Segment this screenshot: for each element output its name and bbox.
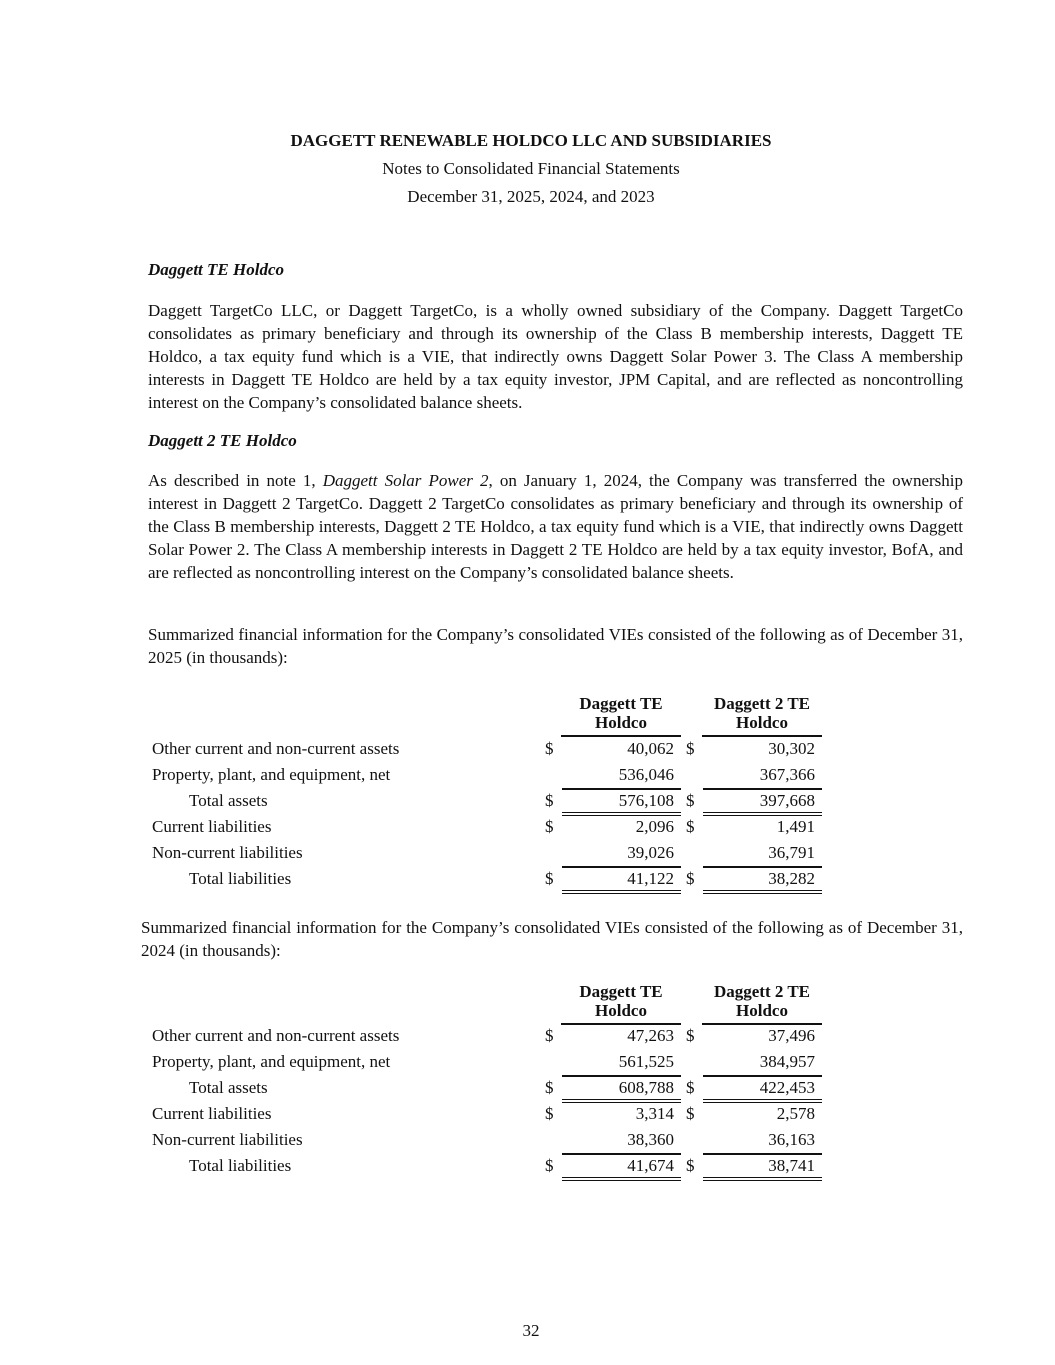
paragraph-text-post: , on January 1, 2024, the Company was transferred the ownership interest in Daggett 2 TargetCo. Daggett 2 TargetCo consolidates as primary beneficiary and through its ownership of the Class B membership interests, Daggett 2 TE Holdco, a tax equity fund which is a VIE, that indirectly owns Daggett Solar Power 2. The Class A membership interests in Daggett 2 TE Holdco are held by a tax equity investor, BofA, and are reflected as noncontrolling interest on the Company’s consolidated balance sheets. xyxy=(148,471,963,582)
table-row-total: Total assets $ 608,788 $ 422,453 xyxy=(0,1075,1055,1101)
column-header-daggett-2-te-holdco: Daggett 2 TE Holdco xyxy=(702,694,822,737)
statement-dates: December 31, 2025, 2024, and 2023 xyxy=(407,187,655,206)
document-subtitle: Notes to Consolidated Financial Statements xyxy=(382,159,680,178)
column-header-daggett-te-holdco: Daggett TE Holdco xyxy=(561,694,681,737)
table-row-total: Total liabilities $ 41,122 $ 38,282 xyxy=(0,866,1055,892)
table-row-total: Total assets $ 576,108 $ 397,668 xyxy=(0,788,1055,814)
table-row: Other current and non-current assets $ 40,062 $ 30,302 xyxy=(152,739,815,758)
table-row: Current liabilities $ 2,096 $ 1,491 xyxy=(152,817,815,836)
table-row: Non-current liabilities 38,360 36,163 xyxy=(152,1130,815,1149)
column-header-daggett-te-holdco: Daggett TE Holdco xyxy=(561,982,681,1025)
table-intro-2025: Summarized financial information for the Company’s consolidated VIEs consisted of the following as of December 31, 2025 (in thousands): xyxy=(148,625,963,667)
table-row: Current liabilities $ 3,314 $ 2,578 xyxy=(152,1104,815,1123)
section-heading-daggett-te-holdco: Daggett TE Holdco xyxy=(148,260,284,279)
table-row: Non-current liabilities 39,026 36,791 xyxy=(152,843,815,862)
paragraph-italic-reference: Daggett Solar Power 2 xyxy=(322,471,489,490)
table-row: Property, plant, and equipment, net 561,525 384,957 xyxy=(152,1052,815,1071)
paragraph-daggett-te-holdco: Daggett TargetCo LLC, or Daggett TargetCo, is a wholly owned subsidiary of the Company. Daggett TargetCo consolidates as primary beneficiary and through its ownership of the Class B membership interests, Daggett TE Holdco, a tax equity fund which is a VIE, that indirectly owns Daggett Solar Power 3. The Class A membership interests in Daggett TE Holdco are held by a tax equity investor, JPM Capital, and are reflected as noncontrolling interest on the Company’s consolidated balance sheets. xyxy=(148,301,963,412)
paragraph-text-pre: As described in note 1, xyxy=(148,471,323,490)
column-header-daggett-2-te-holdco: Daggett 2 TE Holdco xyxy=(702,982,822,1025)
company-title: DAGGETT RENEWABLE HOLDCO LLC AND SUBSIDIARIES xyxy=(290,131,772,150)
paragraph-daggett-2-te-holdco xyxy=(148,469,963,584)
table-row-total: Total liabilities $ 41,674 $ 38,741 xyxy=(0,1153,1055,1179)
table-row: Other current and non-current assets $ 47,263 $ 37,496 xyxy=(152,1026,815,1045)
page-number: 32 xyxy=(522,1321,540,1340)
table-row: Property, plant, and equipment, net 536,046 367,366 xyxy=(152,765,815,784)
section-heading-daggett-2-te-holdco: Daggett 2 TE Holdco xyxy=(148,431,297,450)
table-intro-2024: Summarized financial information for the Company’s consolidated VIEs consisted of the following as of December 31, 2024 (in thousands): xyxy=(141,918,963,960)
